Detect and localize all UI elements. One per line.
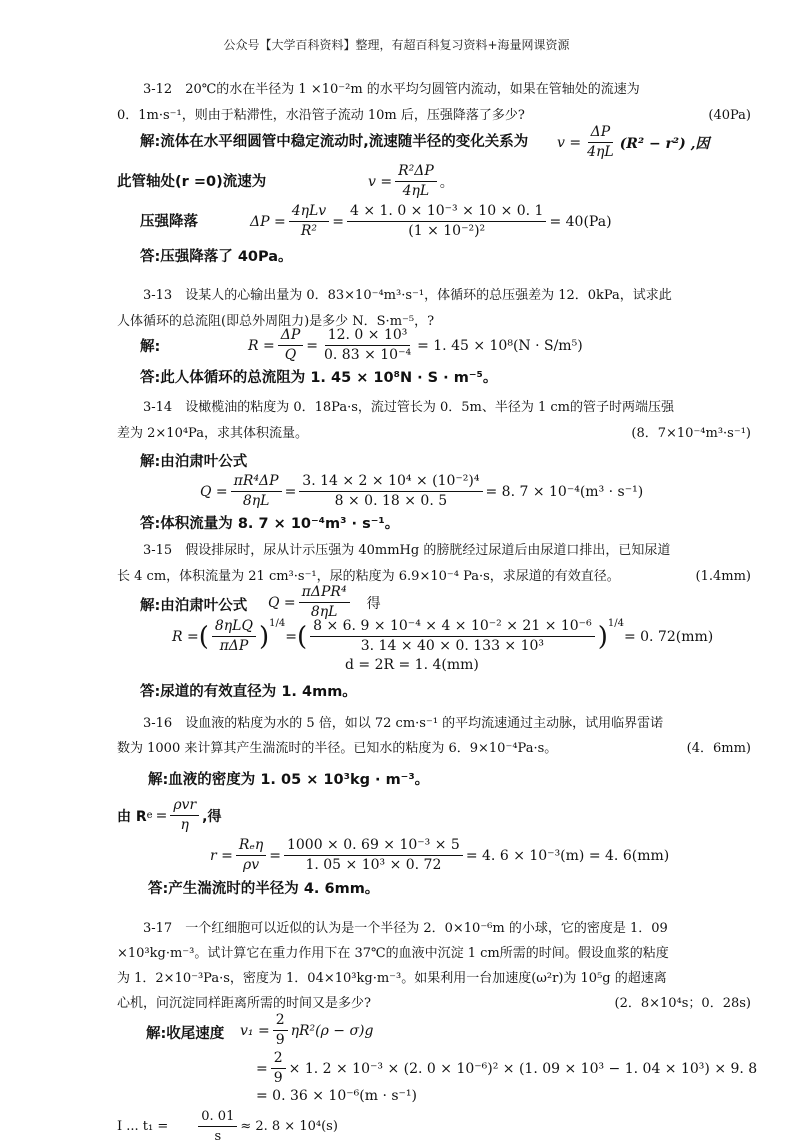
formula-denominator: 9 bbox=[273, 1070, 283, 1086]
solution-3-12-pressure bbox=[250, 203, 612, 240]
formula-denominator: R² bbox=[300, 223, 318, 239]
formula-numerator: 2 bbox=[273, 1012, 288, 1031]
solution-3-16-reynolds bbox=[117, 797, 221, 834]
formula-numerator: 8 × 6. 9 × 10⁻⁴ × 4 × 10⁻² × 21 × 10⁻⁶ bbox=[310, 618, 595, 637]
problem-3-15-line1: 3-15 假设排尿时，尿从计示压强为 40mmHg 的膀胱经过尿道后由尿道口排出，已知尿道 bbox=[143, 543, 671, 558]
formula-denominator: η bbox=[180, 817, 189, 833]
formula-get: 得 bbox=[366, 595, 381, 612]
formula-denominator: ρv bbox=[242, 857, 260, 873]
formula-lhs: Q = bbox=[268, 594, 296, 611]
formula-tail: = 4. 6 × 10⁻³(m) = 4. 6(mm) bbox=[465, 847, 670, 864]
formula-denominator: 8ηL bbox=[310, 604, 338, 620]
solution-3-15-formula bbox=[268, 584, 381, 621]
formula-tail: = 40(Pa) bbox=[549, 213, 612, 230]
formula-equals: = bbox=[332, 213, 344, 230]
paren-open-2: ( bbox=[296, 621, 308, 652]
formula-numerator: 2 bbox=[271, 1050, 286, 1069]
paren-open: ( bbox=[198, 621, 209, 652]
formula-tail: 。 bbox=[439, 174, 454, 191]
formula-equals: = bbox=[256, 1060, 268, 1077]
formula-tail: = 0. 72(mm) bbox=[623, 628, 714, 645]
formula-exponent-2: 1/4 bbox=[607, 618, 624, 629]
solution-3-17-formula bbox=[240, 1012, 373, 1049]
formula-denominator: 1. 05 × 10³ × 0. 72 bbox=[305, 857, 442, 873]
solution-3-15-label: 解:由泊肃叶公式 bbox=[140, 598, 248, 614]
solution-3-13-label: 解: bbox=[140, 339, 161, 355]
solution-3-13-final: 答:此人体循环的总流阻为 1. 45 × 10⁸N · S · m⁻⁵。 bbox=[140, 370, 498, 386]
solution-3-17-line3: = 0. 36 × 10⁻⁶(m · s⁻¹) bbox=[256, 1088, 417, 1104]
formula-lhs: v = bbox=[368, 173, 393, 190]
solution-3-12-final: 答:压强降落了 40Pa。 bbox=[140, 249, 293, 265]
formula-lhs: R = bbox=[172, 628, 199, 645]
formula-denominator: πΔP bbox=[219, 638, 249, 654]
solution-3-15-radius bbox=[172, 618, 713, 655]
formula-lhs: r = bbox=[210, 847, 233, 864]
formula-equals: = bbox=[306, 337, 318, 354]
formula-tail: (R² − r²) ,因 bbox=[619, 135, 710, 152]
formula-lhs: Q = bbox=[200, 483, 228, 500]
solution-3-12-text: 解:流体在水平细圆管中稳定流动时,流速随半径的变化关系为 bbox=[140, 134, 529, 150]
problem-3-16-line1: 3-16 设血液的粘度为水的 5 倍，如以 72 cm·s⁻¹ 的平均流速通过主动脉，试用临界雷诺 bbox=[143, 716, 664, 731]
formula-equals: = bbox=[285, 628, 297, 645]
solution-3-15-diameter: d = 2R = 1. 4(mm) bbox=[345, 657, 479, 673]
formula-denominator: 4ηL bbox=[402, 183, 430, 199]
formula-numerator: 3. 14 × 2 × 10⁴ × (10⁻²)⁴ bbox=[299, 473, 482, 492]
formula-denominator: 8ηL bbox=[242, 493, 270, 509]
problem-3-16-line2: 数为 1000 来计算其产生湍流时的半径。已知水的粘度为 6．9×10⁻⁴Pa·s。 bbox=[117, 741, 558, 756]
formula-tail: = 1. 45 × 10⁸(N · S/m⁵) bbox=[417, 337, 583, 354]
solution-3-16-density: 解:血液的密度为 1. 05 × 10³kg · m⁻³。 bbox=[148, 772, 430, 788]
solution-3-13-formula bbox=[248, 327, 583, 364]
problem-3-14-line1: 3-14 设橄榄油的粘度为 0．18Pa·s，流过管长为 0．5m、半径为 1 cm的管子时两端压强 bbox=[143, 400, 675, 415]
formula-numerator: ΔP bbox=[278, 327, 304, 346]
formula-denominator: (1 × 10⁻²)² bbox=[408, 223, 486, 239]
formula-denominator: 8 × 0. 18 × 0. 5 bbox=[334, 493, 448, 509]
formula-subscript: e bbox=[146, 810, 153, 821]
formula-equals: = bbox=[269, 847, 281, 864]
problem-3-13-line2: 人体循环的总流阻(即总外周阻力)是多少 N．S·m⁻⁵，? bbox=[117, 314, 435, 329]
solution-3-16-radius bbox=[210, 837, 669, 874]
formula-numerator: 12. 0 × 10³ bbox=[325, 327, 411, 346]
problem-3-14-answer: (8．7×10⁻⁴m³·s⁻¹) bbox=[631, 426, 751, 441]
problem-3-14-line2: 差为 2×10⁴Pa，求其体积流量。 bbox=[117, 426, 308, 441]
solution-3-17-line2 bbox=[256, 1050, 757, 1087]
cut-left: Ⅰ ... t₁ = bbox=[117, 1119, 169, 1134]
formula-lhs: R = bbox=[248, 337, 275, 354]
formula-numerator: Rₑη bbox=[236, 837, 266, 856]
formula-numerator: 0. 01 bbox=[198, 1108, 237, 1127]
formula-exponent: 1/4 bbox=[269, 618, 286, 629]
problem-3-17-line2: ×10³kg·m⁻³。试计算它在重力作用下在 37℃的血液中沉淀 1 cm所需的时间。假设血浆的粘度 bbox=[117, 946, 669, 961]
formula-numerator: 4ηLv bbox=[289, 203, 330, 222]
solution-3-16-final: 答:产生湍流时的半径为 4. 6mm。 bbox=[148, 881, 380, 897]
formula-tail: = 8. 7 × 10⁻⁴(m³ · s⁻¹) bbox=[485, 483, 644, 500]
solution-3-14-final: 答:体积流量为 8. 7 × 10⁻⁴m³ · s⁻¹。 bbox=[140, 516, 400, 532]
formula-equals: = bbox=[155, 807, 168, 824]
solution-3-12-velocity bbox=[368, 163, 454, 200]
problem-3-12-answer: (40Pa) bbox=[708, 108, 751, 123]
formula-tail: × 1. 2 × 10⁻³ × (2. 0 × 10⁻⁶)² × (1. 09 × 10³ − 1. 04 × 10³) × 9. 8 bbox=[288, 1060, 758, 1077]
paren-close: ) bbox=[258, 621, 270, 652]
paren-close-2: ) bbox=[597, 621, 608, 652]
problem-3-15-line2: 长 4 cm，体积流量为 21 cm³·s⁻¹，尿的粘度为 6.9×10⁻⁴ Pa·s，求尿道的有效直径。 bbox=[117, 569, 620, 584]
solution-3-14-label: 解:由泊肃叶公式 bbox=[140, 454, 248, 470]
solution-3-12-line2: 此管轴处(r =0)流速为 bbox=[117, 174, 267, 190]
solution-3-17-cutoff bbox=[117, 1108, 338, 1145]
formula-lhs: v = bbox=[557, 134, 582, 151]
formula-prefix: 由 R bbox=[117, 808, 147, 825]
formula-tail: ηR²(ρ − σ)g bbox=[290, 1022, 374, 1039]
formula-denominator: 0. 83 × 10⁻⁴ bbox=[324, 347, 412, 363]
formula-tail: ≈ 2. 8 × 10⁴(s) bbox=[240, 1119, 338, 1134]
formula-numerator: ΔP bbox=[588, 124, 614, 143]
problem-3-16-answer: (4．6mm) bbox=[686, 741, 751, 756]
formula-numerator: πΔPR⁴ bbox=[299, 584, 350, 603]
formula-numerator: 8ηLQ bbox=[212, 618, 256, 637]
formula-numerator: 4 × 1. 0 × 10⁻³ × 10 × 0. 1 bbox=[347, 203, 547, 222]
formula-equals: = bbox=[284, 483, 297, 500]
problem-3-17-line4: 心机，问沉淀同样距离所需的时间又是多少? bbox=[117, 996, 371, 1011]
formula-numerator: πR⁴ΔP bbox=[231, 473, 282, 492]
page-header: 公众号【大学百科资料】整理，有超百科复习资料+海量网课资源 bbox=[223, 38, 570, 52]
problem-3-12-line1: 3-12 20℃的水在半径为 1 ×10⁻²m 的水平均匀圆管内流动，如果在管轴处的流速为 bbox=[143, 82, 640, 97]
formula-denominator: 3. 14 × 40 × 0. 133 × 10³ bbox=[360, 638, 545, 654]
problem-3-17-line3: 为 1．2×10⁻³Pa·s，密度为 1．04×10³kg·m⁻³。如果利用一台加速度(ω²r)为 10⁵g 的超速离 bbox=[117, 971, 667, 986]
solution-3-12-label: 压强降落 bbox=[140, 214, 198, 230]
formula-numerator: R²ΔP bbox=[395, 163, 437, 182]
formula-numerator: ρvr bbox=[170, 797, 199, 816]
formula-numerator: 1000 × 0. 69 × 10⁻³ × 5 bbox=[284, 837, 463, 856]
solution-3-17-label: 解:收尾速度 bbox=[146, 1026, 225, 1042]
formula-denominator: 9 bbox=[275, 1032, 285, 1048]
formula-denominator: Q bbox=[284, 347, 297, 363]
solution-3-12-formula bbox=[557, 124, 709, 161]
problem-3-13-line1: 3-13 设某人的心输出量为 0．83×10⁻⁴m³·s⁻¹，体循环的总压强差为 12．0kPa，试求此 bbox=[143, 288, 672, 303]
problem-3-15-answer: (1.4mm) bbox=[695, 569, 751, 584]
formula-lhs: v₁ = bbox=[240, 1022, 270, 1039]
formula-tail: ,得 bbox=[202, 808, 222, 825]
formula-denominator: 4ηL bbox=[587, 144, 614, 160]
solution-3-15-final: 答:尿道的有效直径为 1. 4mm。 bbox=[140, 684, 357, 700]
problem-3-12-line2: 0．1m·s⁻¹，则由于粘滞性，水沿管子流动 10m 后，压强降落了多少? bbox=[117, 108, 525, 123]
formula-lhs: ΔP = bbox=[250, 213, 286, 230]
formula-denominator: s bbox=[214, 1129, 222, 1144]
solution-3-14-formula bbox=[200, 473, 643, 510]
problem-3-17-answer: (2．8×10⁴s；0．28s) bbox=[614, 996, 751, 1011]
problem-3-17-line1: 3-17 一个红细胞可以近似的认为是一个半径为 2．0×10⁻⁶m 的小球，它的密度是 1．09 bbox=[143, 921, 668, 936]
